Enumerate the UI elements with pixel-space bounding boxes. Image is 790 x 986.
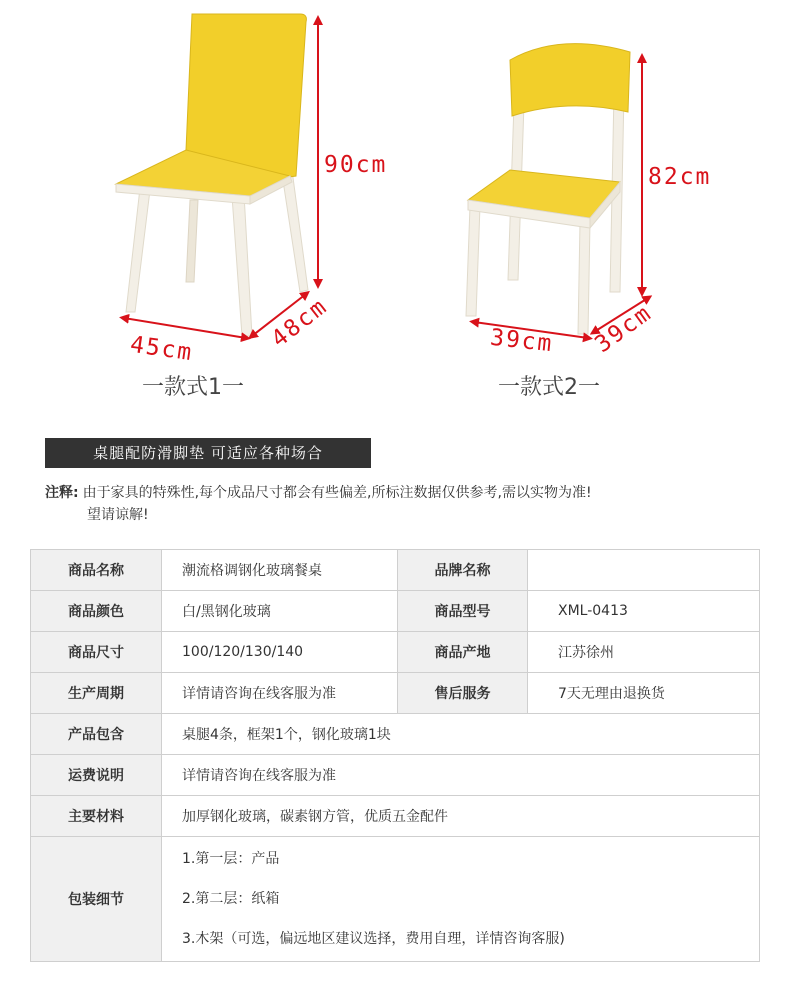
- packing-line-3: 3.木架（可选，偏远地区建议选择，费用自理，详情咨询客服): [182, 931, 565, 947]
- packing-line-2: 2.第二层：纸箱: [182, 891, 280, 907]
- table-row: [31, 550, 760, 591]
- spec-table: [30, 549, 760, 962]
- spec-key: 商品尺寸: [31, 632, 162, 673]
- note-line-2: 望请谅解!: [87, 507, 149, 523]
- spec-value: 桌腿4条，框架1个，钢化玻璃1块: [162, 714, 760, 755]
- chair1-width-label: 45cm: [128, 331, 195, 367]
- spec-key: 品牌名称: [398, 550, 528, 591]
- chair1-depth-label: 48cm: [266, 293, 333, 353]
- table-row: [31, 673, 760, 714]
- spec-key: 商品产地: [398, 632, 528, 673]
- chair-1: [116, 14, 308, 336]
- chair2-depth-label: 39cm: [590, 299, 657, 359]
- chair1-height-label: 90cm: [324, 152, 388, 178]
- packing-line-1: 1.第一层：产品: [182, 851, 280, 867]
- chair2-height-label: 82cm: [648, 164, 712, 190]
- spec-key: 运费说明: [31, 755, 162, 796]
- spec-key: 商品型号: [398, 591, 528, 632]
- spec-value-packing: [162, 837, 760, 962]
- spec-value: 详情请咨询在线客服为准: [162, 673, 398, 714]
- spec-value: 潮流格调钢化玻璃餐桌: [162, 550, 398, 591]
- spec-key: 包装细节: [31, 837, 162, 962]
- spec-value: 江苏徐州: [528, 632, 760, 673]
- note-line-1: 由于家具的特殊性,每个成品尺寸都会有些偏差,所标注数据仅供参考,需以实物为准!: [82, 485, 592, 501]
- spec-key: 售后服务: [398, 673, 528, 714]
- spec-value: 加厚钢化玻璃，碳素钢方管，优质五金配件: [162, 796, 760, 837]
- spec-value: 详情请咨询在线客服为准: [162, 755, 760, 796]
- note-label: 注释:: [45, 485, 79, 501]
- disclaimer-note: [45, 482, 765, 526]
- spec-value: XML-0413: [528, 591, 760, 632]
- table-row: [31, 591, 760, 632]
- product-figure: [0, 0, 790, 420]
- chairs-illustration: [0, 0, 790, 420]
- spec-key: 生产周期: [31, 673, 162, 714]
- spec-value: 100/120/130/140: [162, 632, 398, 673]
- spec-value: 7天无理由退换货: [528, 673, 760, 714]
- spec-key: 产品包含: [31, 714, 162, 755]
- chair2-style-label: 一款式2一: [498, 375, 600, 400]
- spec-key: 商品名称: [31, 550, 162, 591]
- chair2-width-label: 39cm: [488, 324, 555, 358]
- table-row: [31, 796, 760, 837]
- table-row: [31, 837, 760, 962]
- table-row: [31, 714, 760, 755]
- spec-value: 白/黑钢化玻璃: [162, 591, 398, 632]
- feature-banner: 桌腿配防滑脚垫 可适应各种场合: [45, 438, 371, 468]
- table-row: [31, 755, 760, 796]
- table-row: [31, 632, 760, 673]
- spec-key: 主要材料: [31, 796, 162, 837]
- spec-key: 商品颜色: [31, 591, 162, 632]
- spec-value: [528, 550, 760, 591]
- chair-2: [466, 44, 630, 334]
- chair1-style-label: 一款式1一: [142, 375, 244, 400]
